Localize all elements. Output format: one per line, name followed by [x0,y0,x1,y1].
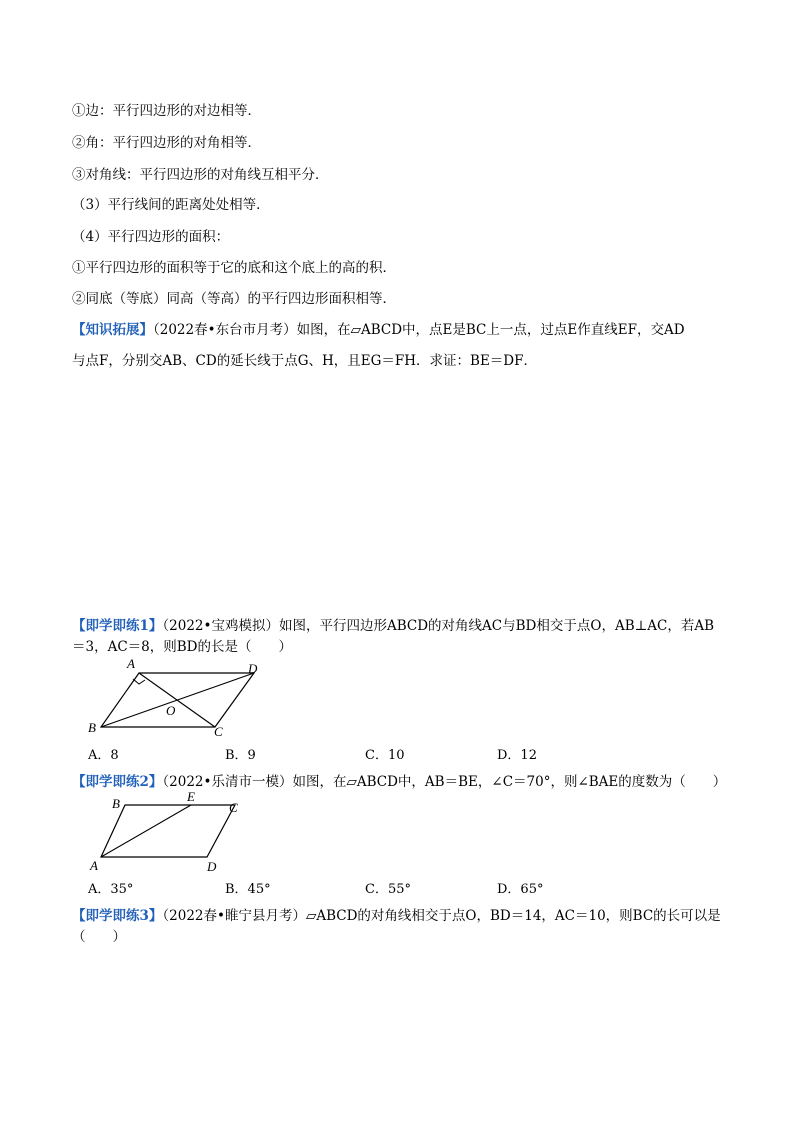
practice1-line-1 [72,617,714,635]
area-property-1: ①平行四边形的面积等于它的底和这个底上的高的积． [72,260,396,276]
label-a: A [127,656,135,671]
practice3-text-1: （2022春•睢宁县月考）▱ABCD的对角线相交于点O，BD＝14，AC＝10，则BC的长可以是 [162,908,721,924]
practice1-option-d[interactable]: D．12 [497,748,537,763]
practice1-text-1: （2022•宝鸡模拟）如图，平行四边形ABCD的对角线AC与BD相交于点O，AB⊥AC，若AB [162,618,715,634]
practice2-tag: 【即学即练2】 [72,774,163,790]
practice1-line-2: ＝3，AC＝8，则BD的长是（ ） [72,639,293,655]
practice2-parallelogram-figure [80,790,250,880]
area-heading: （4）平行四边形的面积： [72,229,230,245]
label-a: A [90,858,98,873]
label-e: E [187,790,195,804]
property-diagonal: ③对角线：平行四边形的对角线互相平分． [72,167,329,183]
label-o: O [166,703,176,718]
practice2-option-a[interactable]: A．35° [88,882,134,897]
practice1-option-b[interactable]: B．9 [225,748,256,763]
property-parallel-distance: （3）平行线间的距离处处相等． [72,197,270,213]
extension-line-1 [72,321,685,339]
segment-ae [101,805,191,857]
label-c: C [214,724,223,739]
label-d: D [248,661,258,676]
extension-text-1: （2022春•东台市月考）如图，在▱ABCD中，点E是BC上一点，过点E作直线EF，交AD [153,322,685,338]
practice2-option-d[interactable]: D．65° [497,882,544,897]
property-side: ①边：平行四边形的对边相等． [72,103,261,119]
practice2-option-c[interactable]: C．55° [365,882,411,897]
extension-line-2: 与点F，分别交AB、CD的延长线于点G、H，且EG＝FH．求证：BE＝DF． [72,353,537,369]
practice2-text-1: （2022•乐清市一模）如图，在▱ABCD中，AB＝BE，∠C＝70°，则∠BAE的度数为（ ） [162,774,727,790]
diagonal-bd [101,673,254,727]
practice3-line-2: （ ） [72,929,126,945]
practice1-option-a[interactable]: A．8 [88,748,119,763]
property-angle: ②角：平行四边形的对角相等． [72,135,261,151]
label-c: C [229,800,238,815]
parallelogram-abcd [101,805,235,857]
label-b: B [112,796,120,811]
label-d: D [207,859,217,874]
practice1-tag: 【即学即练1】 [72,618,163,634]
practice1-parallelogram-figure [80,655,280,740]
practice2-line-1 [72,773,726,791]
label-b: B [88,720,96,735]
practice2-option-b[interactable]: B．45° [225,882,271,897]
practice3-line-1 [72,907,721,925]
practice3-tag: 【即学即练3】 [72,908,163,924]
area-property-2: ②同底（等底）同高（等高）的平行四边形面积相等． [72,291,396,307]
extension-tag: 【知识拓展】 [72,322,153,338]
practice1-option-c[interactable]: C．10 [365,748,405,763]
